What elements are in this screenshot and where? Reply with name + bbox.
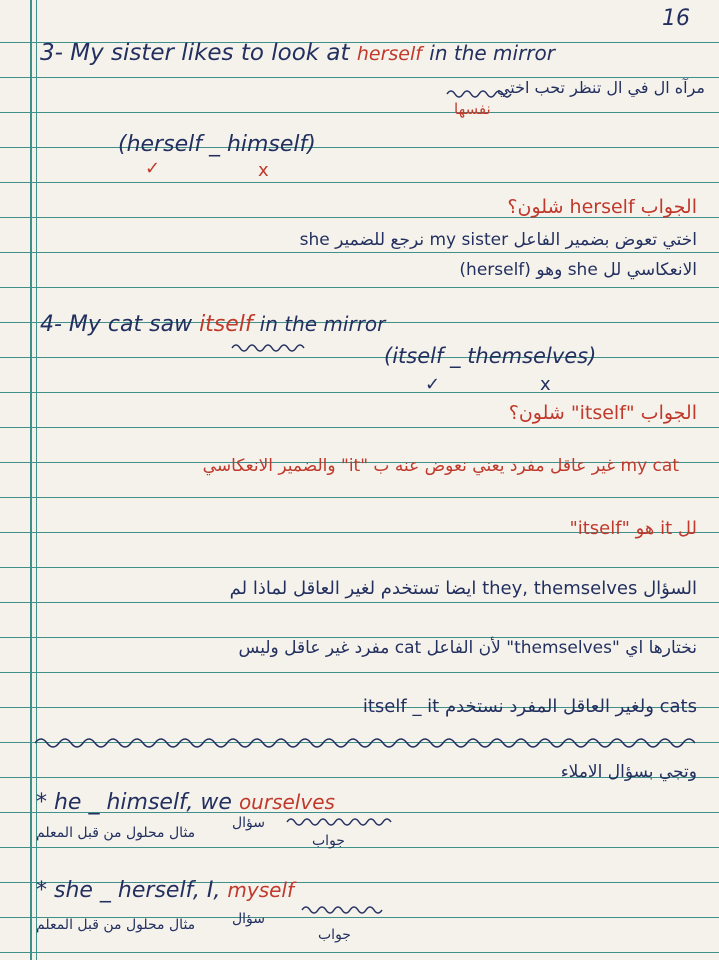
q3-sentence-start: 3- My sister likes to look at [40, 40, 350, 66]
question-line3: cats ولغير العاقل المفرد نستخدم itself _ it [362, 696, 697, 717]
example2-q-label: سؤال [232, 911, 266, 927]
example1-text-start: * he _ himself, we [36, 790, 232, 815]
example1-q-label: سؤال [232, 815, 266, 831]
q3-explain-heading: الجواب herself شلون؟ [507, 196, 697, 218]
example2-text [36, 880, 294, 902]
q3-explain-line2: الانعكاسي لل she وهو (herself) [459, 260, 697, 280]
example1-note: مثال محلول من قبل المعلم [36, 825, 196, 841]
q3-translation-under: نفسها [454, 100, 491, 118]
example2-text-start: * she _ herself, I, [36, 878, 221, 903]
example1-a-label: جواب [312, 833, 345, 849]
q4-options: (itself _ themselves) [384, 344, 597, 368]
question-line1: السؤال they, themselves ايضا تستخدم لغير العاقل لماذا لم [229, 578, 697, 599]
q3-translation: مرآه ال في ال تنظر تحب اختي [496, 78, 705, 97]
check-mark: ✓ [425, 374, 441, 395]
q4-answer: itself [199, 312, 253, 337]
q4-explain-line1: my cat غير عاقل مفرد يعني نعوض عنه ب "it" والضمير الانعكاسي [202, 456, 679, 476]
q3-sentence-end: in the mirror [429, 41, 555, 65]
cross-mark: x [540, 374, 551, 395]
q4-sentence-start: 4- My cat saw [40, 312, 193, 337]
q3-sentence [40, 42, 555, 65]
cross-mark: x [258, 160, 269, 181]
example1-text [36, 792, 335, 814]
q4-sentence-end: in the mirror [259, 312, 386, 336]
squiggle-underline [285, 816, 395, 828]
q3-options: (herself _ himself) [118, 132, 316, 157]
page-number: 16 [662, 6, 690, 31]
example2-a-label: جواب [318, 927, 351, 943]
margin-line [30, 0, 32, 960]
example1-text-red: ourselves [238, 790, 335, 814]
squiggle-underline [230, 342, 310, 354]
dictation-note: وتجي بسؤال الاملاء [560, 762, 697, 782]
q3-explain-line1: اختي تعوض بضمير الفاعل my sister نرجع للضمير she [299, 230, 697, 250]
check-mark: ✓ [145, 158, 161, 179]
q3-answer: herself [356, 43, 422, 65]
q4-sentence [40, 314, 385, 336]
margin-line-inner [36, 0, 37, 960]
q4-explain-line2: لل it هو "itself" [569, 518, 697, 539]
q4-explain-heading: الجواب "itself" شلون؟ [508, 402, 697, 424]
squiggle-underline [300, 904, 390, 916]
question-line2: نختارها اي "themselves" لأن الفاعل cat مفرد غير عاقل وليس [238, 638, 697, 658]
example2-note: مثال محلول من قبل المعلم [36, 917, 196, 933]
example2-text-red: myself [227, 878, 295, 902]
separator-squiggle [35, 736, 695, 750]
squiggle-underline [445, 88, 515, 100]
